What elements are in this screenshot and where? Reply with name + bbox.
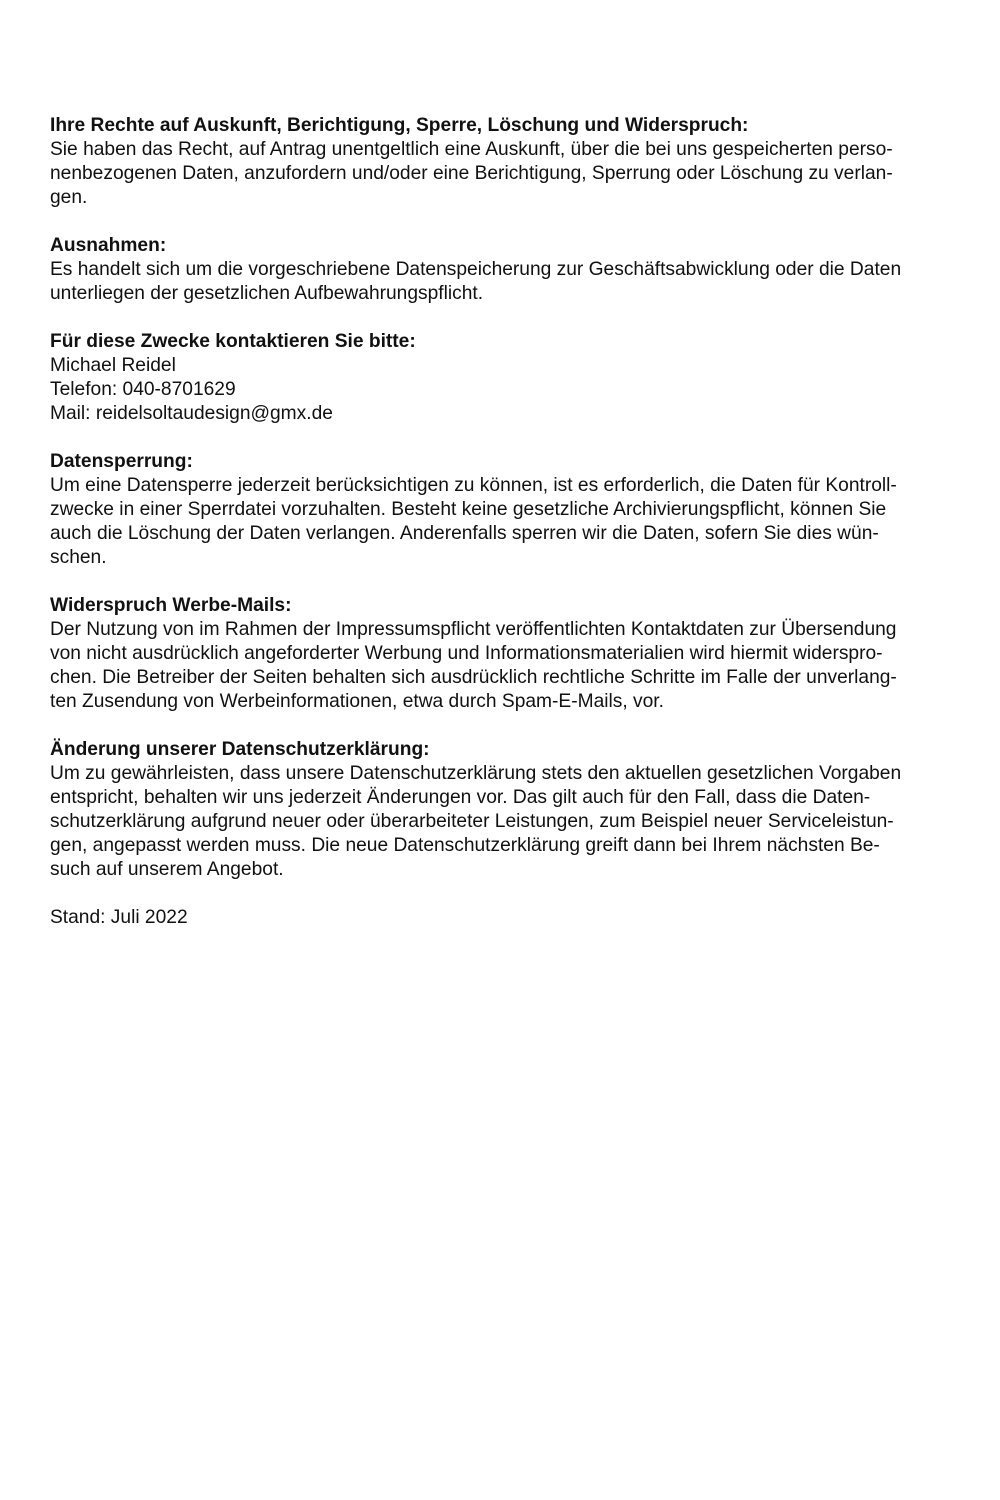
section-policy-changes — [50, 738, 950, 882]
section-contact — [50, 330, 950, 426]
paragraph-line: such auf unserem Angebot. — [50, 859, 284, 880]
paragraph-line: nenbezogenen Daten, anzufordern und/oder eine Berichtigung, Sperrung oder Löschung zu verlan- — [50, 163, 893, 184]
paragraph-line: chen. Die Betreiber der Seiten behalten sich ausdrücklich rechtliche Schritte im Falle der unverlang- — [50, 667, 897, 688]
paragraph-line: Um zu gewährleisten, dass unsere Datenschutzerklärung stets den aktuellen gesetzlichen Vorgaben — [50, 763, 902, 784]
paragraph-line: zwecke in einer Sperrdatei vorzuhalten. Besteht keine gesetzliche Archivierungspflicht, können Sie — [50, 499, 887, 520]
last-updated-date: Stand: Juli 2022 — [50, 907, 188, 928]
section-heading: Ihre Rechte auf Auskunft, Berichtigung, Sperre, Löschung und Widerspruch: — [50, 115, 749, 136]
section-ad-mail-objection — [50, 594, 950, 714]
paragraph-line: Der Nutzung von im Rahmen der Impressumspflicht veröffentlichten Kontaktdaten zur Übersendung — [50, 619, 897, 640]
section-exceptions — [50, 234, 950, 306]
paragraph-line: Um eine Datensperre jederzeit berücksichtigen zu können, ist es erforderlich, die Daten für Kontroll- — [50, 475, 897, 496]
paragraph-line: entspricht, behalten wir uns jederzeit Änderungen vor. Das gilt auch für den Fall, dass die Daten- — [50, 787, 871, 808]
section-heading: Widerspruch Werbe-Mails: — [50, 595, 292, 616]
contact-name: Michael Reidel — [50, 355, 176, 376]
paragraph-line: ten Zusendung von Werbeinformationen, etwa durch Spam-E-Mails, vor. — [50, 691, 664, 712]
paragraph-line: von nicht ausdrücklich angeforderter Werbung und Informationsmaterialien wird hiermit widerspro- — [50, 643, 883, 664]
section-data-blocking — [50, 450, 950, 570]
section-heading: Für diese Zwecke kontaktieren Sie bitte: — [50, 331, 416, 352]
paragraph-line: schutzerklärung aufgrund neuer oder überarbeiteter Leistungen, zum Beispiel neuer Serviceleistun- — [50, 811, 894, 832]
section-heading: Datensperrung: — [50, 451, 193, 472]
paragraph-line: auch die Löschung der Daten verlangen. Anderenfalls sperren wir die Daten, sofern Sie dies wün- — [50, 523, 879, 544]
document-page — [50, 114, 950, 954]
section-heading: Ausnahmen: — [50, 235, 167, 256]
paragraph-line: schen. — [50, 547, 107, 568]
paragraph-line: gen. — [50, 187, 88, 208]
section-rights — [50, 114, 950, 210]
contact-email: Mail: reidelsoltaudesign@gmx.de — [50, 403, 333, 424]
contact-phone: Telefon: 040-8701629 — [50, 379, 236, 400]
section-heading: Änderung unserer Datenschutzerklärung: — [50, 739, 430, 760]
paragraph-line: gen, angepasst werden muss. Die neue Datenschutzerklärung greift dann bei Ihrem nächsten Be- — [50, 835, 880, 856]
paragraph-line: Es handelt sich um die vorgeschriebene Datenspeicherung zur Geschäftsabwicklung oder die Daten — [50, 259, 902, 280]
paragraph-line: unterliegen der gesetzlichen Aufbewahrungspflicht. — [50, 283, 484, 304]
document-footer — [50, 906, 950, 930]
paragraph-line: Sie haben das Recht, auf Antrag unentgeltlich eine Auskunft, über die bei uns gespeicherten perso- — [50, 139, 893, 160]
